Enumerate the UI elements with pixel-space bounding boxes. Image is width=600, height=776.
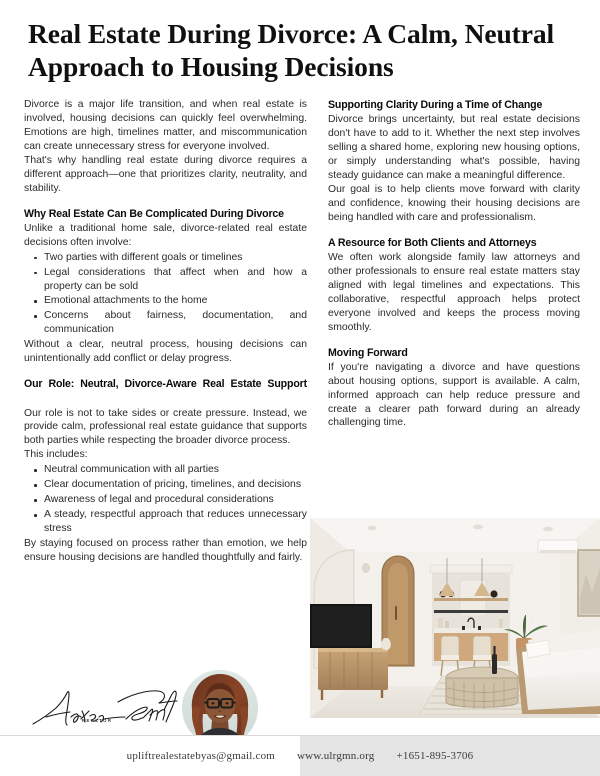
- signature-block: [30, 686, 180, 734]
- right-section-2-paragraph-1: We often work alongside family law attorneys and other professionals to ensure real estate matters stay aligned with legal timelines and expectations. This collaborative, respectful approach helps protect everyone involved and keeps the process moving smoothly.: [328, 251, 580, 333]
- footer: [0, 736, 600, 776]
- left-column: [24, 98, 307, 565]
- intro-paragraph-2: That's why handling real estate during divorce requires a different approach—one that prioritizes clarity, neutrality, and stability.: [24, 154, 307, 194]
- section-1-lead: Unlike a traditional home sale, divorce-related real estate decisions often involve:: [24, 222, 307, 248]
- handwritten-signature: [30, 686, 180, 734]
- footer-website[interactable]: www.ulrgmn.org: [297, 750, 375, 762]
- signature-role-label: REALTOR: [82, 718, 113, 723]
- section-heading-supporting-clarity: Supporting Clarity During a Time of Change: [328, 99, 543, 111]
- section-2-lead-1: Our role is not to take sides or create pressure. Instead, we provide calm, professional real estate guidance that supports both parties while respecting the broader divorce process.: [24, 407, 307, 447]
- list-item: Emotional attachments to the home: [44, 294, 307, 308]
- footer-email[interactable]: upliftrealestatebyas@gmail.com: [126, 750, 276, 762]
- right-section-1-paragraph-2: Our goal is to help clients move forward with clarity and confidence, knowing their housing decisions are being handled with care and professionalism.: [328, 183, 580, 223]
- section-2-lead-2: This includes:: [24, 449, 88, 461]
- list-item: Clear documentation of pricing, timelines, and decisions: [44, 478, 307, 492]
- footer-contact-row: [0, 736, 600, 776]
- list-item: Awareness of legal and procedural considerations: [44, 493, 307, 507]
- section-heading-why-complicated: Why Real Estate Can Be Complicated During Divorce: [24, 207, 284, 220]
- section-2-bullet-list: [24, 463, 307, 536]
- list-item: Two parties with different goals or timelines: [44, 251, 307, 265]
- page-title: Real Estate During Divorce: A Calm, Neutral Approach to Housing Decisions: [28, 18, 555, 82]
- list-item: A steady, respectful approach that reduces unnecessary stress: [44, 509, 307, 534]
- list-item: Concerns about fairness, documentation, and communication: [44, 310, 307, 336]
- section-heading-our-role: Our Role: Neutral, Divorce-Aware Real Estate Support: [24, 378, 307, 391]
- intro-paragraph-1: Divorce is a major life transition, and when real estate is involved, housing decisions can quickly feel overwhelming. Emotions are high, timelines matter, and miscommunication can create unnecessary stress for everyone involved.: [24, 99, 307, 152]
- right-column: [328, 98, 580, 430]
- section-2-closing: By staying focused on process rather than emotion, we help ensure housing decisions are handled thoughtfully and fairly.: [24, 537, 307, 563]
- section-heading-resource-clients-attorneys: A Resource for Both Clients and Attorneys: [328, 236, 537, 249]
- footer-phone[interactable]: +1651-895-3706: [396, 750, 474, 762]
- right-section-1-paragraph-1: Divorce brings uncertainty, but real estate decisions don't have to add to it. Whether the next step involves selling a shared home, exploring new housing options, or simply understanding what's possible, having steady guidance can make a meaningful difference.: [328, 114, 580, 181]
- right-section-3-paragraph-1: If you're navigating a divorce and have questions about housing options, support is available. A calm, informed approach can help reduce pressure and create a clearer path forward during an already challenging time.: [328, 361, 580, 429]
- section-heading-moving-forward: Moving Forward: [328, 346, 408, 359]
- list-item: Neutral communication with all parties: [44, 463, 307, 477]
- interior-photo: [310, 518, 600, 718]
- section-1-closing: Without a clear, neutral process, housing decisions can unintentionally add conflict or delay progress.: [24, 339, 307, 365]
- living-room-illustration: [310, 518, 600, 718]
- section-1-bullet-list: [24, 251, 307, 338]
- list-item: Legal considerations that affect when and how a property can be sold: [44, 266, 307, 292]
